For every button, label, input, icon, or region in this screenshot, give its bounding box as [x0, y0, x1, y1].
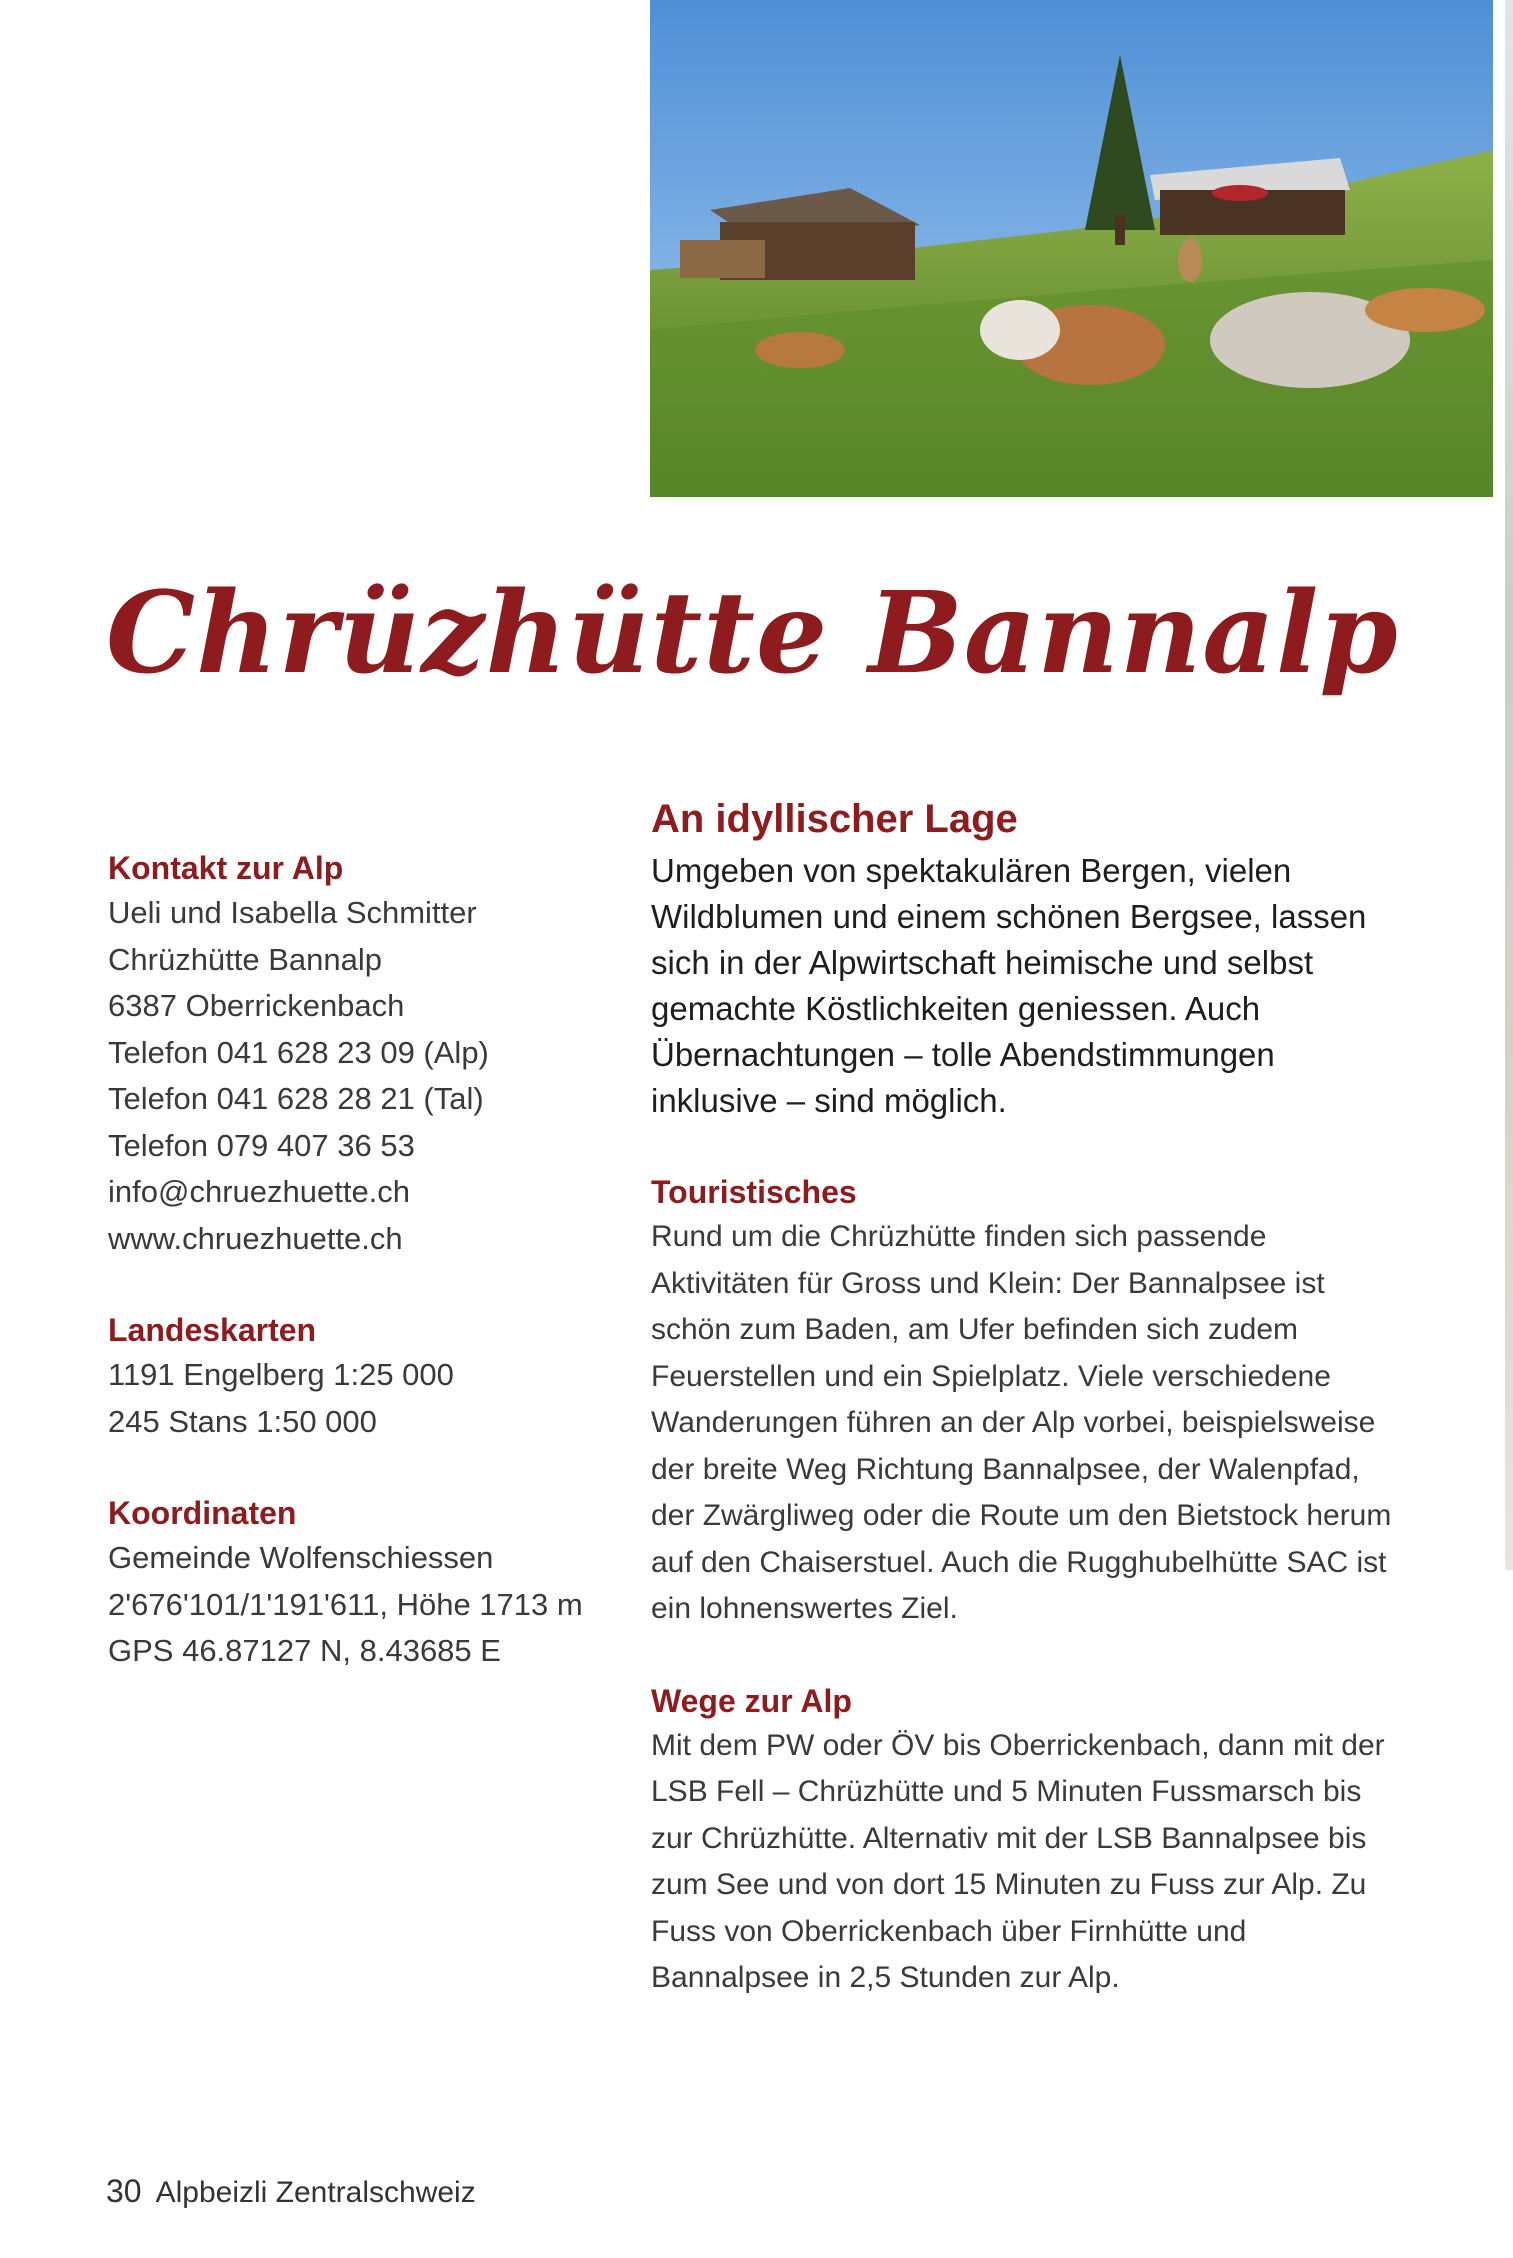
maps-heading: Landeskarten [108, 1312, 317, 1348]
contact-block [108, 846, 628, 1262]
page-footer [106, 2173, 476, 2210]
contact-website[interactable]: www.chruezhuette.ch [108, 1220, 403, 1256]
coordinates-line: Gemeinde Wolfenschiessen [108, 1540, 494, 1575]
tourism-text: Rund um die Chrüzhütte finden sich passende Aktivitäten für Gross und Klein: Der Bannalpsee ist schön zum Baden, am Ufer befinden sich zudem Feuerstellen und ein Spielplatz. Viele verschiedene Wanderungen führen an der Alp vorbei, beispielsweise der breite Weg Richtung Bannalpsee, der Walenpfad, der Zwärgliweg oder die Route um den Bietstock herum auf den Chaiserstuel. Auch die Rugghubelhütte SAC ist ein lohnenswertes Ziel. [651, 1220, 1392, 1625]
contact-line: 6387 Oberrickenbach [108, 988, 405, 1023]
contact-line: Telefon 079 407 36 53 [108, 1127, 415, 1163]
map-line: 245 Stans 1:50 000 [108, 1403, 377, 1439]
alp-photo-illustration [650, 0, 1493, 497]
intro-text: Umgeben von spektakulären Bergen, vielen Wildblumen und einem schönen Bergsee, lassen sich in der Alpwirtschaft heimische und selbst gemachte Köstlichkeiten geniessen. Auch Übernachtungen – tolle Abendstimmungen inklusive – sind möglich. [651, 852, 1367, 1119]
publication-name: Alpbeizli Zentralschweiz [155, 2176, 476, 2209]
tourism-heading: Touristisches [651, 1174, 857, 1210]
coordinates-line: GPS 46.87127 N, 8.43685 E [108, 1633, 501, 1668]
contact-line: Ueli und Isabella Schmitter [108, 895, 477, 930]
coordinates-heading: Koordinaten [108, 1495, 297, 1531]
coordinates-line: 2'676'101/1'191'611, Höhe 1713 m [108, 1586, 583, 1622]
contact-line: Telefon 041 628 28 21 (Tal) [108, 1081, 484, 1116]
map-line: 1191 Engelberg 1:25 000 [108, 1357, 454, 1392]
page-number: 30 [106, 2173, 142, 2209]
intro-heading: An idyllischer Lage [651, 797, 1018, 841]
description-column [651, 790, 1403, 2002]
routes-text: Mit dem PW oder ÖV bis Oberrickenbach, dann mit der LSB Fell – Chrüzhütte und 5 Minuten Fussmarsch bis zur Chrüzhütte. Alternativ mit der LSB Bannalpsee bis zum See und von dort 15 Minuten zu Fuss zur Alp. Zu Fuss von Oberrickenbach über Firnhütte und Bannalpsee in 2,5 Stunden zur Alp. [651, 1728, 1385, 1994]
routes-heading: Wege zur Alp [651, 1682, 852, 1719]
contact-line: Chrüzhütte Bannalp [108, 941, 383, 977]
alp-photo [650, 0, 1493, 497]
info-column [108, 846, 628, 1721]
contact-heading: Kontakt zur Alp [108, 850, 344, 886]
page-edge-strip [1505, 0, 1513, 1570]
page-title: Chrüzhütte Bannalp [106, 568, 1399, 699]
contact-email[interactable]: info@chruezhuette.ch [108, 1174, 411, 1209]
maps-block [108, 1308, 628, 1445]
coordinates-block [108, 1491, 628, 1675]
contact-line: Telefon 041 628 23 09 (Alp) [108, 1034, 489, 1070]
